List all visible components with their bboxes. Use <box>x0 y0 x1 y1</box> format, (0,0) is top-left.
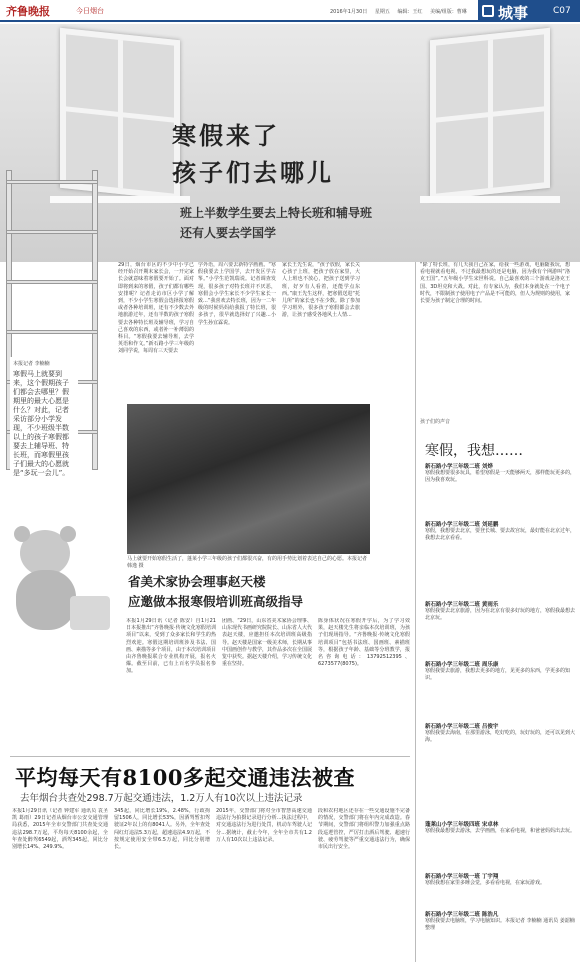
section-divider <box>10 756 410 757</box>
intro-note <box>10 357 78 497</box>
photo-caption: 马上就要开始寒假生活了，蓬莱小学三年级的孩子们都很兴奋，有的用手势比划着表达自己的心愿。本报记者 韩逸 摄 <box>127 556 368 569</box>
article2-title-1: 省美术家协会理事赵天楼 <box>128 574 266 589</box>
article2-col3: 陈身体状况在寒假开学后，为了学习效果，赵天楼先生将亲临本次培训班，为孩子们现场指导。“齐鲁晚报·传统文化寒假培训项目”包括书法班、国画班、素描班等，根据孩子年龄、基础等分班教学，报名咨询电话：13792512395、6273577(8075)。 <box>318 618 410 668</box>
traffic-col3: 2015年，交警部门将对全市智慧高速交通违法行为拍摄记录进行分析...执法过程中，对交通违法行为进行处罚，机动车驾驶人记分...据统计，截止今年，全年全市共有1.2万人有10次以上违法记录。 <box>216 808 312 843</box>
sidebar-voice-2: 新石路小学三年级二班 刘延鹏 寒假，我想要去北京，要登长城、要去故宫玩，最好能在北京过年，我想去北京看看。 <box>425 522 576 541</box>
hero-subtitle-1: 班上半数学生要去上特长班和辅导班 <box>180 206 373 220</box>
children-group-photo <box>127 404 370 554</box>
sidebar-tag: 孩子们的声音 <box>420 419 451 425</box>
column-divider <box>415 262 416 962</box>
edition-label: 今日烟台 <box>76 7 104 15</box>
sidebar-voice-6: 蓬莱山小学三年级四班 宋卓林 寒假我最想要去游泳，去学画画，在家看电视，和爸爸妈妈出去玩。 <box>425 822 576 834</box>
teddy-bear-illustration <box>0 500 120 640</box>
article1-col3: 家长王先生说，“孩子放假，家长关心孩子上班，把孩子放在家里，大人上班也不放心，把孩子送到学习班，好歹有人看着，还能学点东西。”康王先生这样，把寒假送进“托儿所”的家长也不在少数。除了参加学习班外，很多孩子寒假都会去旅游，让孩子感受各地风土人情... <box>282 262 360 319</box>
right-windowsill <box>420 196 560 203</box>
sidebar-voice-4: 新石路小学三年级二班 周乐康 寒假我要去旅游，我想去更多的地方，见更多的东西，学更多的知识。 <box>425 662 571 681</box>
article2-col1: 本报1月29日讯（记者 陈安）自1月21日本报推出“齐鲁晚报·传统文化寒假培训项目”以来，受到了众多家长和学生的热烈欢迎。寒假这期培训班涉及书法、国画、素描等多个项目，由于本次培训项目由齐鲁晚报联合专业机构开展，报名火爆。截至目前，已有上百名学员报名参加。 <box>126 618 216 675</box>
section-icon <box>482 5 494 17</box>
traffic-col1: 本报1月29日讯（记者 钟建军 通讯员 袁圣凯 葛雨）29日记者从烟台市公安交通管理局获悉，2015年全市交警部门共查处交通违法298.7万起，平均每天8100余起，全年查处醉驾6549起，酒驾345起，同比分别增长14%、249.9%。 <box>12 808 108 851</box>
article2-title-2: 应邀做本报寒假培训班高级指导 <box>128 594 304 609</box>
sidebar-voice-7: 新石路小学三年级一班 丁宇翔 寒假我想在家里多睡会觉，多看看电视，在家玩游戏。 <box>425 874 546 886</box>
newspaper-logo: 齐鲁晚报 <box>6 5 50 18</box>
traffic-col2: 345起，同比增长19%，2.48%，行政拘留1506人，同比增长53%，因酒驾暂扣驾驶证2年以上的有8041人。另外，全年查处闯红灯违法5.3万起，超速违法4.9万起，不按规定使用安全带6.5万起，同比分别增长。 <box>114 808 210 851</box>
traffic-subhead: 去年烟台共查处298.7万起交通违法，1.2万人有10次以上违法记录 <box>20 793 303 804</box>
article1-col1: 29日，烟台市区的不少中小学已经开始召开期末家长会，一开完家长会就意味着寒假要开始了。面对即将到来的寒假，孩子们都有哪些安排呢？记者走访市区小学了解到，不少小学生寒假会选择报寒假或者各种培训班，还有不少数去外地旅游过年，还有半数的孩子寒假要去各种特长班及辅导班，学习自己喜欢的东西，或者补一补薄弱的科目。“寒假我要去辅导班，去学英语和作文。”新石路小学三年级的刘同学说，每周有三天要去 <box>118 262 194 355</box>
note-byline: 本报记者 李楠楠 <box>13 361 50 367</box>
traffic-headline: 平均每天有8100多起交通违法被查 <box>15 765 355 790</box>
article1-col4: “除了特长班，有几天我自己在家，给我一些游戏，电脑随我玩，想看电视就看电视，不过我最想玩的还是电脑，因为我有个网游叫“洛克王国”。”五年级小学生宋世科说。自己最喜欢的三个游戏是洛克王国、3D坦克和大战。对此，有专家认为，我们本身就处在一个电子时代，不限制孩子使用电子产品是不可能的，但人为规则的使用，家长要为孩子制定合理的时间。 <box>420 262 570 305</box>
issue-date: 2016年1月30日 <box>330 9 368 15</box>
hero-subtitle-2: 还有人要去学国学 <box>180 226 277 240</box>
issue-weekday: 星期五 <box>374 9 390 15</box>
editor-credit: 编辑：王红 <box>397 9 423 15</box>
sidebar-voice-3: 新石路小学三年级二班 黄雨乐 寒假我要去北京旅游，因为在北京有很多好玩的地方，寒假我最想去北京玩。 <box>425 602 576 621</box>
hero-title-line1: 寒假来了 <box>172 121 280 150</box>
article2-col2: 团画、“29日，山东省美术家协会理事、山东现代书画研究院院长、山东省人大代表赵天楼，应邀担任本次培训班高级指导。赵天楼是国家一级美术师，长期从事中国画创作与教学，其作品多次在全国展览中获奖。据赵天楼介绍，学习传统文化重在坚持。 <box>222 618 312 668</box>
header-meta <box>330 8 467 15</box>
article1-col2: 学外语，周六要去新特学画画。“寒假我要去上学国学，去开发区学古筝。”小学生范凯瑞说。记者调查发现，很多孩子对特长班并不厌恶，寒假会小学生家长不少学生家长一致...“我喜欢去特长班，因为一二年级的时候妈妈给我报了特长班，很多孩子，很早就选择好了兴趣...小学生孙宜霖说。 <box>198 262 276 326</box>
traffic-col4: 段和农村地区还存在一些交通设施不完备的情况，交警部门将在年内完成改造。春节期间，交警部门将组织警力加强重点路段巡逻管控，严厉打击酒后驾驶、超速行驶、疲劳驾驶等严重交通违法行为，确保市民出行安全。 <box>318 808 410 851</box>
sidebar-title: 寒假，我想…… <box>425 443 523 459</box>
hero-title-line2: 孩子们去哪儿 <box>172 158 334 187</box>
right-window-illustration <box>430 28 550 201</box>
page-number: C07 <box>553 6 571 16</box>
sidebar-voice-5: 新石路小学三年级二班 吕俊宇 寒假我要去海南，在那里游泳，吃好吃的，玩好玩的，还可以见到大海。 <box>425 724 576 743</box>
sidebar-voice-8: 新石路小学三年级二班 陈浩凡 寒假我要去电脑班，学习电脑知识。本报记者 李楠楠 通讯员 姜韶楠 整理 <box>425 912 575 931</box>
designer-credit: 美编/组版：曹琳 <box>430 9 467 15</box>
section-name: 城事 <box>498 4 529 22</box>
note-text: 寒假马上就要到来，这个假期孩子们都会去哪里？假期里的最大心愿是什么？对此，记者采访部分小学发现，不少班级半数以上的孩子寒假都要去上辅导班、特长班，而寒假里孩子们最大的心愿就是“多玩一会儿”。 <box>13 370 70 477</box>
sidebar-voice-1: 新石路小学三年级二班 刘烨 寒假我想要很多玩具，希望寒假是一天能够两天，那样能玩更多的，因为我喜欢玩。 <box>425 464 576 483</box>
hero-title <box>172 116 334 188</box>
